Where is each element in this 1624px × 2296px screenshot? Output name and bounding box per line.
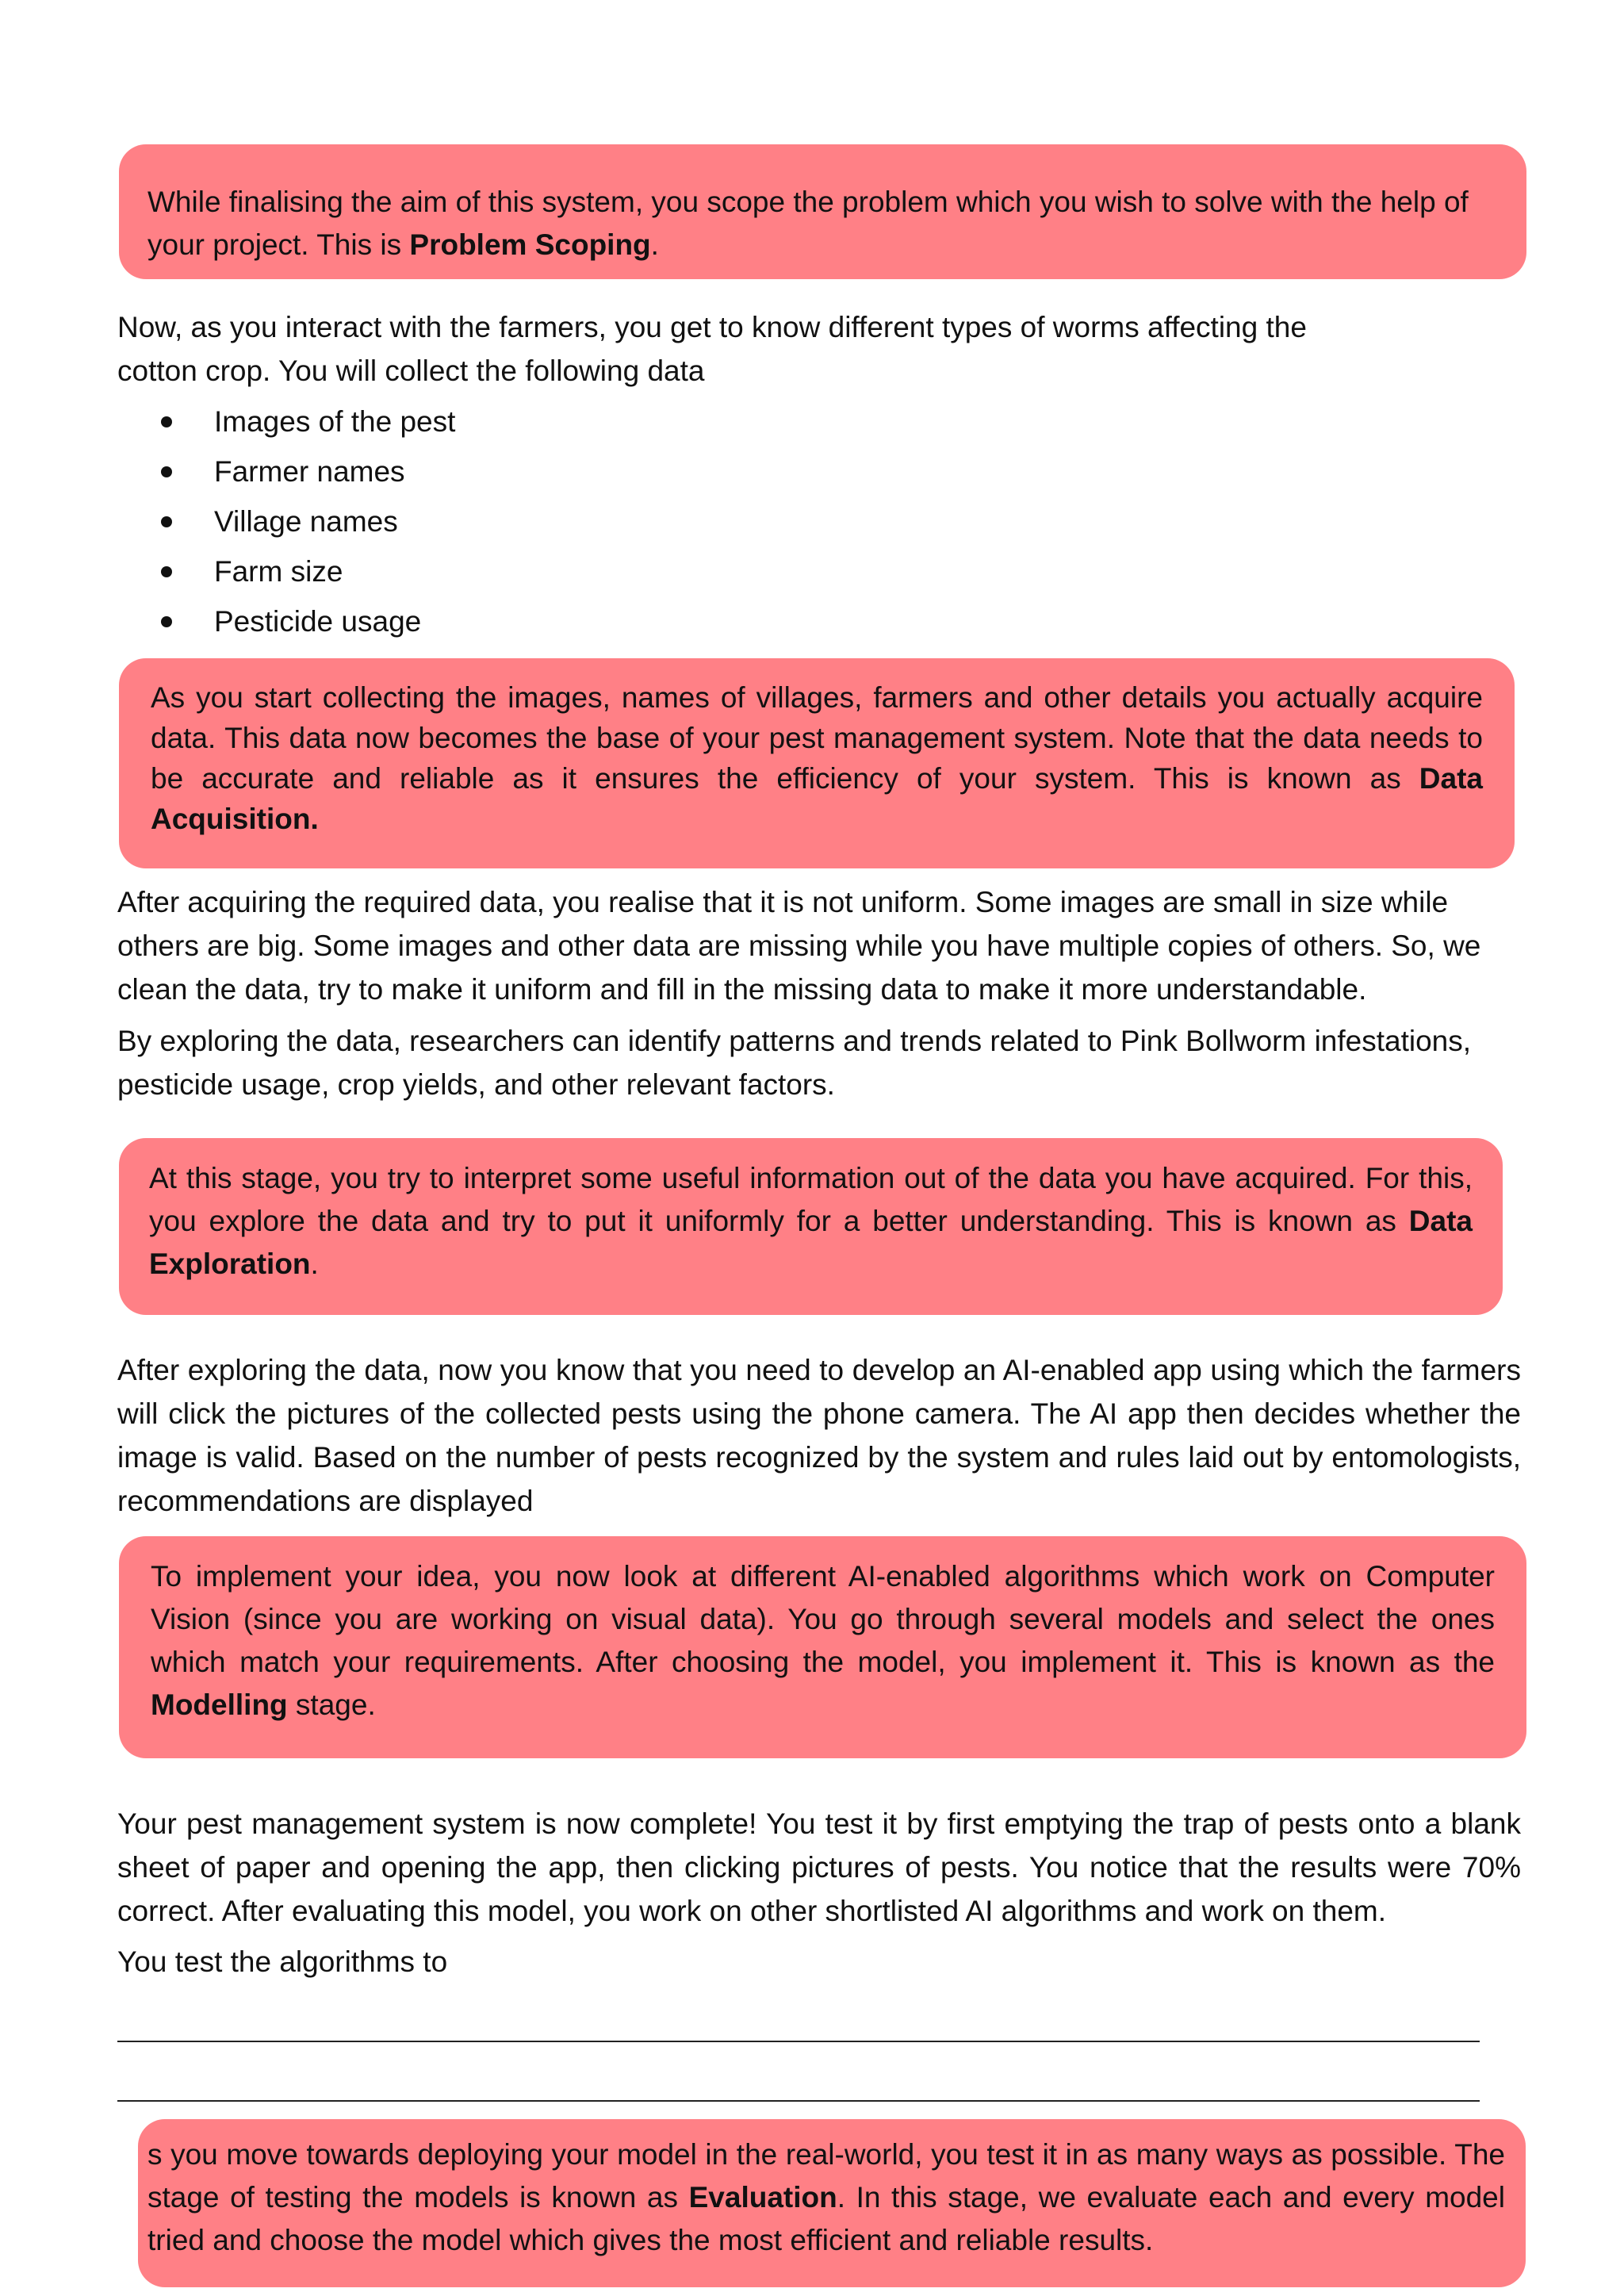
bullet-icon xyxy=(161,466,172,477)
data-exploration-intro: By exploring the data, researchers can identify patterns and trends related to Pink Bollworm infestations, pesticide usage, crop yields, and other relevant factors. xyxy=(117,1025,1472,1101)
bullet-icon xyxy=(161,616,172,627)
bullet-icon xyxy=(161,416,172,427)
list-item: Farm size xyxy=(117,546,455,596)
bullet-icon xyxy=(161,516,172,527)
evaluation-text: s you move towards deploying your model in the real-world, you test it in as many ways as possible. The stage of testing the models is known as Evaluation. In this stage, we evaluate each and every model tried and choose the model which gives the most efficient and reliable results. xyxy=(147,2138,1505,2256)
list-item: Images of the pest xyxy=(117,397,455,447)
ai-app-paragraph: After exploring the data, now you know that you need to develop an AI-enabled app using which the farmers will click the pictures of the collected pests using the phone camera. The AI app then decides whether the image is valid. Based on the number of pests recognized by the system and rules laid out by entomologists, recommendations are displayed xyxy=(117,1354,1521,1517)
list-item: Village names xyxy=(117,496,455,546)
modelling-callout xyxy=(119,1536,1526,1758)
test-algorithms-prompt: You test the algorithms to xyxy=(117,1945,448,1978)
evaluation-term: Evaluation xyxy=(688,2181,837,2214)
data-exploration-callout xyxy=(119,1138,1503,1315)
answer-line xyxy=(117,2041,1480,2042)
evaluation-callout xyxy=(138,2119,1526,2287)
list-item: Farmer names xyxy=(117,447,455,496)
bullet-icon xyxy=(161,566,172,577)
problem-scoping-text: While finalising the aim of this system, you scope the problem which you wish to solve with the help of your project. This is Problem Scoping. xyxy=(147,186,1469,261)
data-exploration-term: Data Exploration xyxy=(149,1205,1473,1280)
problem-scoping-term: Problem Scoping xyxy=(409,228,651,261)
problem-scoping-callout xyxy=(119,144,1526,279)
data-cleaning-paragraph: After acquiring the required data, you realise that it is not uniform. Some images are small in size while others are big. Some images and other data are missing while you have multiple copies of others. So, we clean the data, try to make it uniform and fill in the missing data to make it more understandable. xyxy=(117,886,1481,1006)
data-acquisition-term: Data Acquisition. xyxy=(151,762,1483,835)
modelling-text: To implement your idea, you now look at different AI-enabled algorithms which work on Computer Vision (since you are working on visual data). You go through several models and select the ones which match your requirements. After choosing the model, you implement it. This is known as the Modelling stage. xyxy=(151,1560,1495,1721)
data-list xyxy=(117,397,455,646)
data-acquisition-text: As you start collecting the images, names of villages, farmers and other details you actually acquire data. This data now becomes the base of your pest management system. Note that the data needs to be accurate and reliable as it ensures the efficiency of your system. This is known as Data Acquisition. xyxy=(151,681,1483,835)
system-testing-paragraph: Your pest management system is now complete! You test it by first emptying the trap of pests onto a blank sheet of paper and opening the app, then clicking pictures of pests. You notice that the results were 70% correct. After evaluating this model, you work on other shortlisted AI algorithms and work on them. xyxy=(117,1807,1521,1927)
modelling-term: Modelling xyxy=(151,1688,288,1721)
data-exploration-text: At this stage, you try to interpret some useful information out of the data you have acquired. For this, you explore the data and try to put it uniformly for a better understanding. This is known as Data Exploration. xyxy=(149,1162,1473,1280)
collect-data-intro: Now, as you interact with the farmers, you get to know different types of worms affecting the cotton crop. You will collect the following data xyxy=(117,311,1307,387)
list-item: Pesticide usage xyxy=(117,596,455,646)
data-acquisition-callout xyxy=(119,658,1515,868)
answer-line xyxy=(117,2100,1480,2102)
